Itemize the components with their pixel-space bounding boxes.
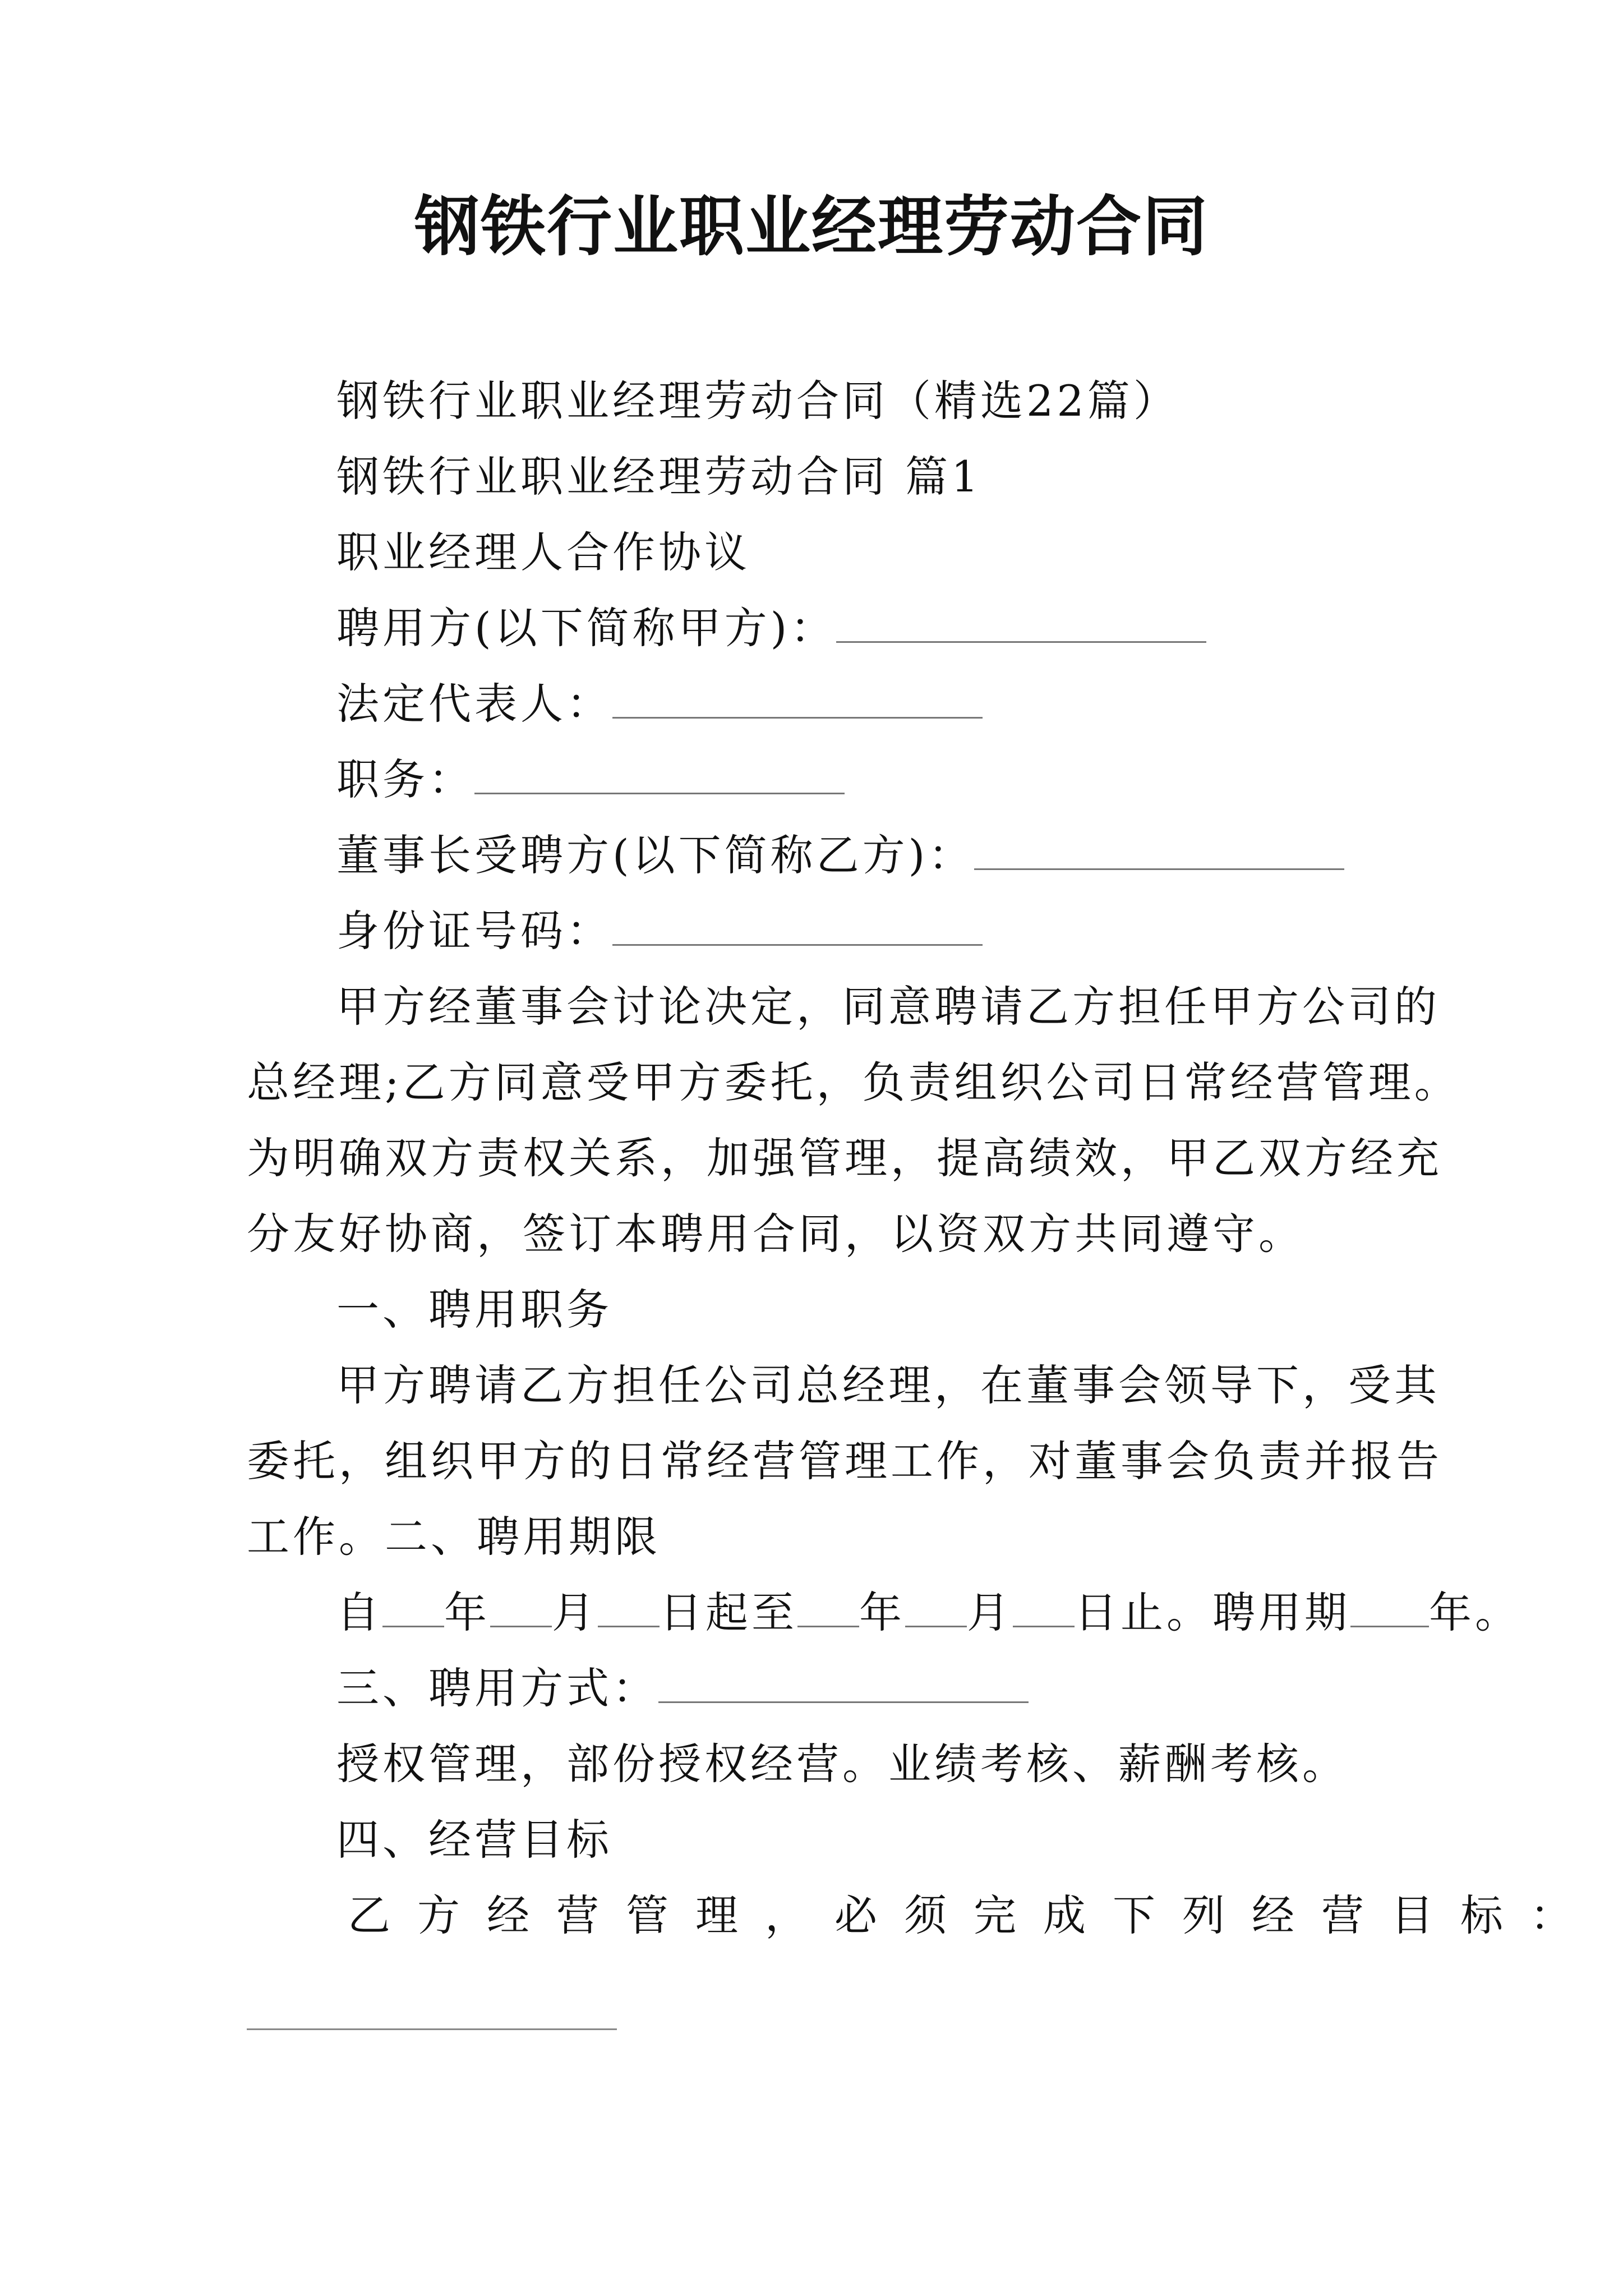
paragraph-line: 甲方经董事会讨论决定，同意聘请乙方担任甲方公司的 bbox=[336, 982, 1440, 1032]
term-text: 年。 bbox=[1429, 1588, 1521, 1637]
section-heading: 三、聘用方式： bbox=[336, 1663, 658, 1713]
paragraph-line: 甲方聘请乙方担任公司总经理，在董事会领导下，受其 bbox=[336, 1360, 1440, 1410]
paragraph-line: 授权管理，部份授权经营。业绩考核、薪酬考核。 bbox=[336, 1739, 1348, 1789]
paragraph-line: 委托，组织甲方的日常经营管理工作，对董事会负责并报告 bbox=[247, 1436, 1442, 1486]
legal-rep-field bbox=[336, 676, 983, 732]
employee-field bbox=[336, 827, 1344, 884]
employer-field bbox=[336, 600, 1206, 656]
period-blank bbox=[1350, 1586, 1429, 1627]
employer-label: 聘用方(以下简称甲方)： bbox=[336, 603, 837, 653]
year-blank bbox=[382, 1586, 444, 1627]
paragraph-line: 工作。二、聘用期限 bbox=[247, 1512, 661, 1562]
term-text: 月 bbox=[552, 1588, 598, 1637]
term-text: 年 bbox=[859, 1588, 905, 1637]
term-text: 月 bbox=[967, 1588, 1013, 1637]
trailing-blank-line bbox=[247, 2028, 617, 2030]
employee-blank bbox=[974, 829, 1344, 870]
id-number-label: 身份证号码： bbox=[336, 906, 612, 956]
term-text: 日止。聘用期 bbox=[1075, 1588, 1350, 1637]
term-text: 年 bbox=[444, 1588, 490, 1637]
chapter-heading: 钢铁行业职业经理劳动合同 篇1 bbox=[336, 452, 982, 501]
legal-rep-blank bbox=[612, 678, 983, 719]
month-blank bbox=[490, 1586, 552, 1627]
employment-method-field bbox=[336, 1660, 1029, 1717]
id-number-blank bbox=[612, 905, 983, 946]
employer-blank bbox=[836, 602, 1206, 643]
position-blank bbox=[474, 753, 845, 794]
paragraph-line: 乙方经营管理，必须完成下列经营目标： bbox=[348, 1890, 1599, 1940]
year-blank bbox=[797, 1586, 859, 1627]
position-label: 职务： bbox=[336, 754, 474, 804]
term-line bbox=[336, 1585, 1521, 1641]
month-blank bbox=[905, 1586, 967, 1627]
employment-method-blank bbox=[658, 1662, 1029, 1703]
paragraph-line: 总经理;乙方同意受甲方委托，负责组织公司日常经营管理。 bbox=[247, 1057, 1460, 1107]
paragraph-line: 为明确双方责权关系，加强管理，提高绩效，甲乙双方经充 bbox=[247, 1133, 1442, 1183]
position-field bbox=[336, 752, 845, 808]
term-text: 日起至 bbox=[660, 1588, 797, 1637]
section-heading: 四、经营目标 bbox=[336, 1815, 612, 1865]
id-number-field bbox=[336, 903, 983, 959]
paragraph-line: 分友好协商，签订本聘用合同，以资双方共同遵守。 bbox=[247, 1209, 1304, 1259]
day-blank bbox=[1013, 1586, 1075, 1627]
day-blank bbox=[598, 1586, 660, 1627]
section-heading: 一、聘用职务 bbox=[336, 1285, 612, 1335]
legal-rep-label: 法定代表人： bbox=[336, 679, 612, 729]
subtitle-line: 钢铁行业职业经理劳动合同（精选22篇） bbox=[336, 376, 1179, 426]
term-text: 自 bbox=[336, 1588, 382, 1637]
employee-label: 董事长受聘方(以下简称乙方)： bbox=[336, 830, 975, 880]
agreement-heading: 职业经理人合作协议 bbox=[336, 527, 750, 577]
document-title: 钢铁行业职业经理劳动合同 bbox=[414, 189, 1209, 265]
